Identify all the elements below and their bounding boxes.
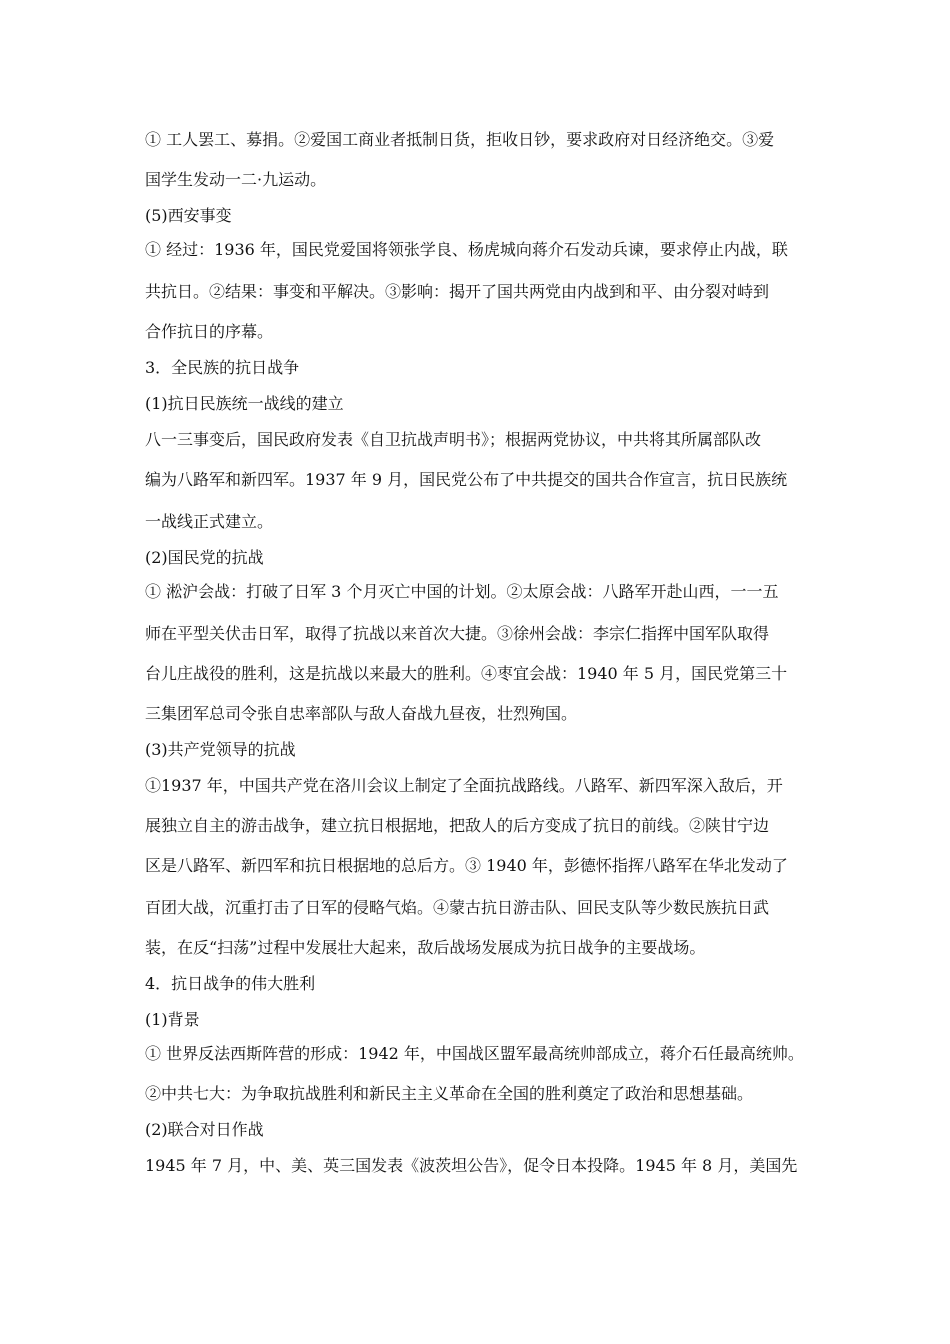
section-heading: 3．全民族的抗日战争 [145,358,300,377]
text-line: ①1937 年，中国共产党在洛川会议上制定了全面抗战路线。八路军、新四军深入敌后，开 [145,776,783,795]
text-line: 共抗日。②结果：事变和平解决。③影响：揭开了国共两党由内战到和平、由分裂对峙到 [145,282,770,301]
text-line: ① 世界反法西斯阵营的形成：1942 年，中国战区盟军最高统帅部成立，蒋介石任最高统帅。 [145,1044,804,1063]
text-line: 1945 年 7 月，中、美、英三国发表《波茨坦公告》，促令日本投降。1945 年 8 月，美国先 [145,1156,798,1175]
text-line: 装，在反“扫荡”过程中发展壮大起来，敌后战场发展成为抗日战争的主要战场。 [145,938,706,957]
section-heading: (2)联合对日作战 [145,1120,264,1139]
text-line: 三集团军总司令张自忠率部队与敌人奋战九昼夜，壮烈殉国。 [145,704,578,723]
text-line: ① 工人罢工、募捐。②爱国工商业者抵制日货，拒收日钞，要求政府对日经济绝交。③爱 [145,130,775,149]
section-heading: 4．抗日战争的伟大胜利 [145,974,316,993]
text-line: 百团大战，沉重打击了日军的侵略气焰。④蒙古抗日游击队、回民支队等少数民族抗日武 [145,898,770,917]
text-line: 区是八路军、新四军和抗日根据地的总后方。③ 1940 年，彭德怀指挥八路军在华北发动了 [145,856,788,875]
text-line: 八一三事变后，国民政府发表《自卫抗战声明书》；根据两党协议，中共将其所属部队改 [145,430,762,449]
section-heading: (3)共产党领导的抗战 [145,740,296,759]
section-heading: (5)西安事变 [145,206,232,225]
text-line: 一战线正式建立。 [145,512,274,531]
section-heading: (1)背景 [145,1010,200,1029]
text-line: ① 淞沪会战：打破了日军 3 个月灭亡中国的计划。②太原会战：八路军开赴山西，一一五 [145,582,779,601]
section-heading: (1)抗日民族统一战线的建立 [145,394,344,413]
text-line: 师在平型关伏击日军，取得了抗战以来首次大捷。③徐州会战：李宗仁指挥中国军队取得 [145,624,770,643]
text-line: 展独立自主的游击战争，建立抗日根据地，把敌人的后方变成了抗日的前线。②陕甘宁边 [145,816,770,835]
text-line: ① 经过：1936 年，国民党爱国将领张学良、杨虎城向蒋介石发动兵谏，要求停止内战，联 [145,240,788,259]
text-line: 合作抗日的序幕。 [145,322,274,341]
text-line: 编为八路军和新四军。1937 年 9 月，国民党公布了中共提交的国共合作宣言，抗日民族统 [145,470,788,489]
text-line: 台儿庄战役的胜利，这是抗战以来最大的胜利。④枣宜会战：1940 年 5 月，国民党第三十 [145,664,788,683]
text-line: ②中共七大：为争取抗战胜利和新民主主义革命在全国的胜利奠定了政治和思想基础。 [145,1084,754,1103]
text-line: 国学生发动一二·九运动。 [145,170,327,189]
section-heading: (2)国民党的抗战 [145,548,264,567]
